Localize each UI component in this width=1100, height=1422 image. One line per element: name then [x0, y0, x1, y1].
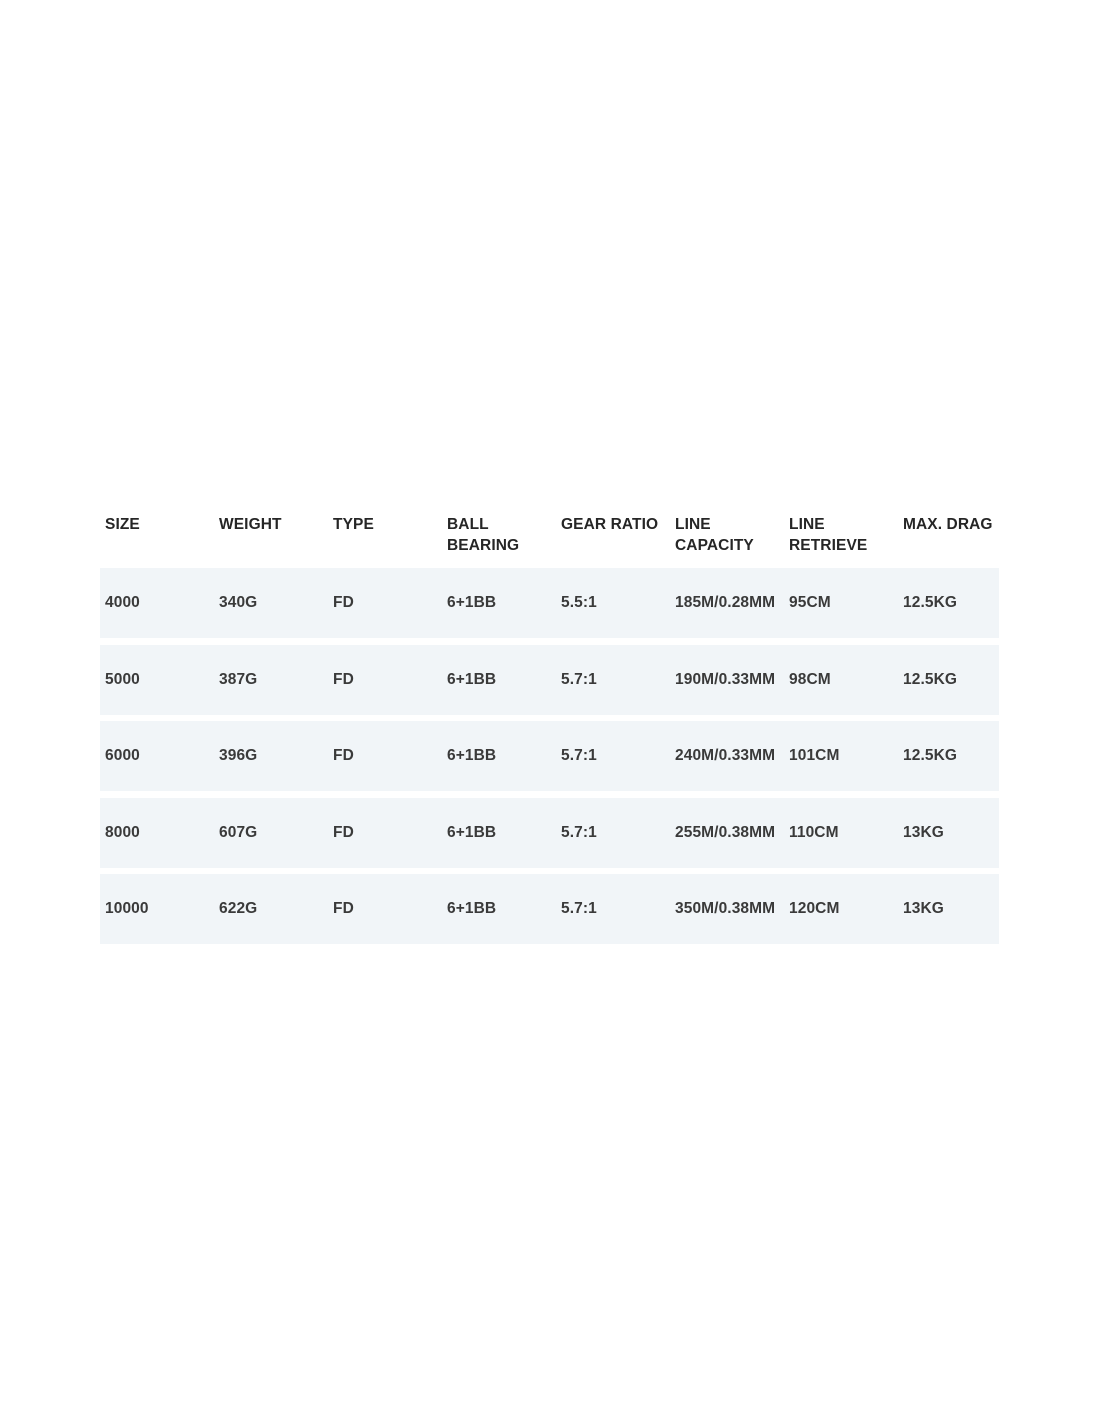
- cell-type: FD: [333, 594, 354, 611]
- header-weight: WEIGHT: [219, 516, 282, 533]
- table-header-row: [100, 514, 999, 568]
- table-row: [100, 874, 999, 944]
- cell-gear-ratio: 5.7:1: [561, 747, 597, 764]
- cell-gear-ratio: 5.7:1: [561, 670, 597, 688]
- table-row: [100, 798, 999, 868]
- header-type: TYPE: [333, 516, 374, 533]
- cell-gear-ratio: 5.7:1: [561, 900, 597, 917]
- cell-line-retrieve: 95CM: [789, 594, 831, 611]
- cell-gear-ratio: 5.7:1: [561, 823, 597, 841]
- cell-weight: 387G: [219, 670, 258, 688]
- table-row: [100, 568, 999, 638]
- cell-max-drag: 13KG: [903, 900, 944, 917]
- cell-size: 5000: [105, 670, 140, 688]
- cell-type: FD: [333, 670, 354, 688]
- header-gear-ratio: GEAR RATIO: [561, 516, 659, 533]
- cell-line-retrieve: 120CM: [789, 900, 840, 917]
- cell-max-drag: 12.5KG: [903, 670, 958, 688]
- cell-type: FD: [333, 900, 354, 917]
- header-max-drag: MAX. DRAG: [903, 516, 993, 533]
- spec-table: [100, 514, 999, 951]
- cell-size: 8000: [105, 823, 140, 841]
- cell-type: FD: [333, 747, 354, 764]
- cell-weight: 607G: [219, 823, 258, 841]
- cell-line-capacity: 350M/0.38MM: [675, 900, 776, 917]
- table-row: [100, 721, 999, 791]
- header-ball-bearing: BALL BEARING: [447, 516, 520, 554]
- cell-weight: 622G: [219, 900, 258, 917]
- cell-weight: 396G: [219, 747, 258, 764]
- cell-size: 6000: [105, 747, 140, 764]
- cell-max-drag: 12.5KG: [903, 747, 958, 764]
- cell-ball-bearing: 6+1BB: [447, 823, 497, 841]
- cell-line-retrieve: 110CM: [789, 823, 839, 841]
- cell-ball-bearing: 6+1BB: [447, 900, 497, 917]
- cell-type: FD: [333, 823, 354, 841]
- cell-ball-bearing: 6+1BB: [447, 594, 497, 611]
- cell-line-retrieve: 98CM: [789, 670, 831, 688]
- cell-size: 10000: [105, 900, 149, 917]
- cell-line-capacity: 240M/0.33MM: [675, 747, 776, 764]
- cell-max-drag: 12.5KG: [903, 594, 958, 611]
- cell-line-capacity: 185M/0.28MM: [675, 594, 776, 611]
- cell-ball-bearing: 6+1BB: [447, 747, 497, 764]
- cell-ball-bearing: 6+1BB: [447, 670, 497, 688]
- cell-max-drag: 13KG: [903, 823, 944, 841]
- cell-line-capacity: 190M/0.33MM: [675, 670, 776, 688]
- table-row: [100, 645, 999, 715]
- cell-weight: 340G: [219, 594, 258, 611]
- cell-gear-ratio: 5.5:1: [561, 594, 597, 611]
- header-line-retrieve: LINE RETRIEVE: [789, 516, 868, 554]
- table-body: [100, 568, 999, 944]
- header-line-capacity: LINE CAPACITY: [675, 516, 754, 554]
- cell-line-capacity: 255M/0.38MM: [675, 823, 776, 841]
- header-size: SIZE: [105, 516, 140, 533]
- cell-line-retrieve: 101CM: [789, 747, 840, 764]
- cell-size: 4000: [105, 594, 140, 611]
